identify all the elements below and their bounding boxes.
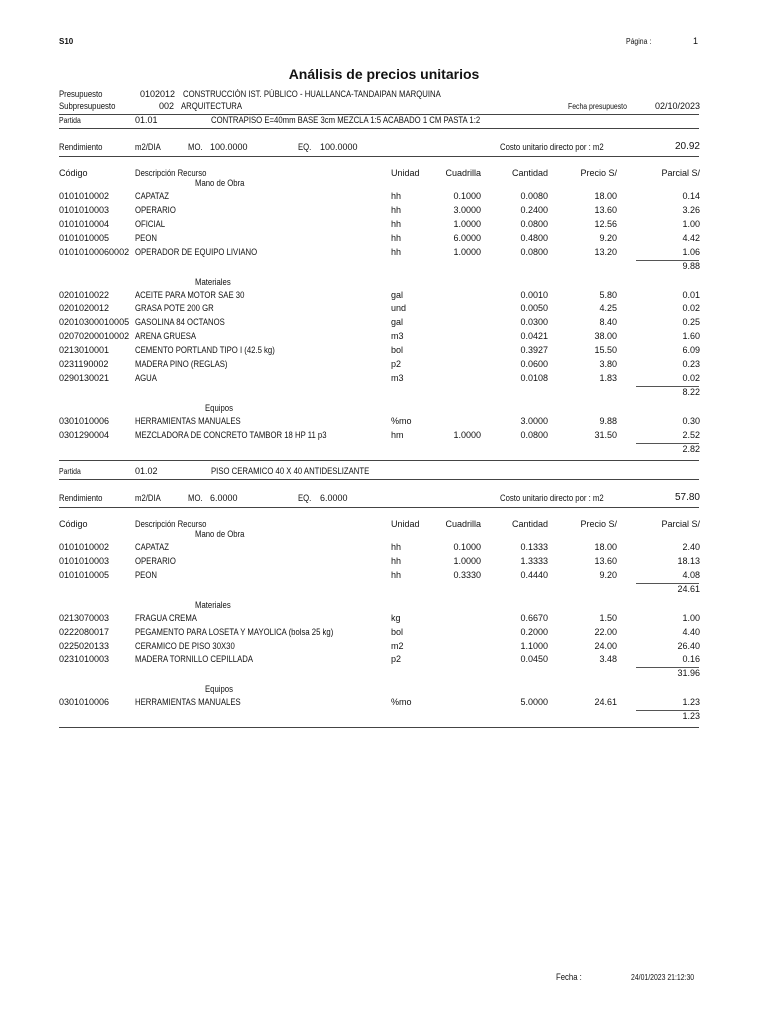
resource-description: MEZCLADORA DE CONCRETO TAMBOR 18 HP 11 p3 — [135, 429, 327, 440]
section-total: 8.22 — [682, 386, 700, 397]
rendimiento-unit: m2/DIA — [135, 493, 161, 503]
resource-precio: 1.50 — [599, 612, 617, 623]
resource-cuadrilla: 1.0000 — [453, 246, 481, 257]
resource-code: 0225020133 — [59, 640, 110, 651]
subpresupuesto-label: Subpresupuesto — [59, 101, 116, 111]
resource-precio: 9.20 — [599, 232, 617, 243]
resource-precio: 31.50 — [594, 429, 617, 440]
partida-label: Partida — [59, 467, 81, 476]
resource-description: OFICIAL — [135, 218, 166, 229]
resource-parcial: 18.13 — [677, 555, 700, 566]
resource-row — [0, 289, 768, 301]
resource-parcial: 0.14 — [682, 191, 700, 201]
resource-description: MADERA PINO (REGLAS) — [135, 359, 228, 369]
resource-precio: 5.80 — [599, 289, 617, 300]
partida-code: 01.02 — [135, 466, 158, 476]
resource-code: 0101010002 — [59, 542, 110, 552]
resource-parcial: 2.52 — [682, 429, 700, 440]
resource-unit: hh — [391, 218, 402, 229]
resource-parcial: 1.60 — [682, 331, 700, 342]
resource-row — [0, 612, 768, 624]
fecha-presupuesto-label: Fecha presupuesto — [568, 102, 627, 111]
resource-description: GRASA POTE 200 GR — [135, 303, 214, 314]
column-header-row — [0, 167, 768, 179]
section-total: 1.23 — [682, 711, 700, 722]
column-header-parcial: Parcial S/ — [661, 519, 700, 529]
subpresupuesto-name: ARQUITECTURA — [181, 101, 243, 111]
resource-row — [0, 204, 768, 216]
resource-cantidad: 1.1000 — [520, 640, 548, 651]
mo-value: 100.0000 — [210, 142, 248, 152]
resource-unit: bol — [391, 345, 404, 356]
resource-description: CEMENTO PORTLAND TIPO I (42.5 kg) — [135, 345, 275, 356]
resource-unit: hh — [391, 204, 402, 215]
resource-unit: m3 — [391, 331, 404, 342]
section-total: 31.96 — [677, 668, 700, 679]
resource-description: PEON — [135, 232, 157, 243]
resource-row — [0, 653, 768, 665]
resource-description: GASOLINA 84 OCTANOS — [135, 317, 225, 328]
resource-unit: %mo — [391, 415, 412, 426]
resource-row — [0, 344, 768, 356]
resource-unit: p2 — [391, 654, 402, 665]
resource-parcial: 2.40 — [682, 542, 700, 552]
resource-precio: 9.20 — [599, 569, 617, 580]
resource-unit: m3 — [391, 372, 404, 383]
resource-cantidad: 0.2000 — [520, 626, 548, 637]
presupuesto-code: 0102012 — [140, 89, 176, 99]
system-label: S10 — [59, 37, 74, 46]
resource-cuadrilla: 1.0000 — [453, 429, 481, 440]
resource-description: HERRAMIENTAS MANUALES — [135, 697, 241, 708]
resource-code: 0101010005 — [59, 232, 110, 243]
page-number: 1 — [692, 36, 698, 46]
resource-description: OPERARIO — [135, 555, 176, 566]
resource-description: ACEITE PARA MOTOR SAE 30 — [135, 289, 245, 300]
resource-parcial: 4.40 — [682, 626, 700, 637]
rendimiento-divider — [59, 156, 699, 157]
resource-description: CERAMICO DE PISO 30X30 — [135, 640, 235, 651]
column-header-precio: Precio S/ — [580, 168, 617, 178]
column-header-cantidad: Cantidad — [511, 519, 548, 529]
resource-row — [0, 415, 768, 427]
resource-parcial: 1.00 — [682, 612, 700, 623]
column-header-unidad: Unidad — [391, 519, 420, 529]
section-title: Mano de Obra — [195, 178, 245, 188]
resource-description: PEON — [135, 569, 157, 580]
resource-unit: gal — [391, 289, 404, 300]
resource-code: 0301290004 — [59, 429, 110, 440]
eq-value: 6.0000 — [320, 493, 348, 503]
presupuesto-name: CONSTRUCCIÓN IST. PÚBLICO - HUALLANCA-TANDAIPAN MARQUINA — [183, 89, 441, 99]
resource-unit: hh — [391, 191, 402, 201]
resource-cantidad: 1.3333 — [520, 555, 548, 566]
resource-code: 02070200010002 — [59, 331, 130, 342]
resource-parcial: 0.16 — [682, 654, 700, 665]
partida-code: 01.01 — [135, 115, 158, 125]
resource-unit: %mo — [391, 697, 412, 708]
resource-unit: p2 — [391, 359, 402, 369]
resource-row — [0, 555, 768, 567]
column-header-unidad: Unidad — [391, 168, 420, 178]
resource-description: PEGAMENTO PARA LOSETA Y MAYOLICA (bolsa 25 kg) — [135, 626, 334, 637]
partida-divider — [59, 128, 699, 129]
resource-row — [0, 569, 768, 581]
resource-cantidad: 0.2400 — [520, 204, 548, 215]
resource-cantidad: 0.0300 — [520, 317, 548, 328]
fecha-presupuesto-value: 02/10/2023 — [654, 101, 700, 111]
resource-cantidad: 3.0000 — [520, 415, 548, 426]
resource-row — [0, 429, 768, 441]
partida-name: CONTRAPISO E=40mm BASE 3cm MEZCLA 1:5 ACABADO 1 CM PASTA 1:2 — [211, 115, 481, 125]
resource-unit: hh — [391, 569, 402, 580]
resource-parcial: 1.06 — [682, 246, 700, 257]
resource-row — [0, 218, 768, 230]
partida-end-divider — [59, 727, 699, 728]
resource-cantidad: 0.0450 — [520, 654, 548, 665]
resource-row — [0, 330, 768, 342]
resource-parcial: 0.02 — [682, 372, 700, 383]
resource-code: 0101010002 — [59, 191, 110, 201]
mo-label: MO. — [188, 493, 203, 503]
resource-unit: hh — [391, 232, 402, 243]
resource-row — [0, 640, 768, 652]
eq-label: EQ. — [298, 142, 312, 152]
resource-cantidad: 0.4440 — [520, 569, 548, 580]
resource-cuadrilla: 6.0000 — [453, 232, 481, 243]
resource-precio: 3.48 — [599, 654, 617, 665]
resource-unit: hh — [391, 542, 402, 552]
section-total: 9.88 — [682, 260, 700, 271]
resource-description: OPERADOR DE EQUIPO LIVIANO — [135, 246, 258, 257]
resource-precio: 9.88 — [599, 415, 617, 426]
resource-unit: hh — [391, 246, 402, 257]
resource-code: 0213070003 — [59, 612, 110, 623]
resource-cantidad: 0.0010 — [520, 289, 548, 300]
mo-label: MO. — [188, 142, 203, 152]
resource-unit: gal — [391, 317, 404, 328]
resource-parcial: 0.01 — [682, 289, 700, 300]
resource-parcial: 4.08 — [682, 569, 700, 580]
column-header-precio: Precio S/ — [580, 519, 617, 529]
resource-code: 0222080017 — [59, 626, 110, 637]
resource-unit: m2 — [391, 640, 404, 651]
section-total: 24.61 — [677, 583, 700, 594]
resource-row — [0, 302, 768, 314]
resource-code: 0201010022 — [59, 289, 110, 300]
eq-label: EQ. — [298, 493, 312, 503]
rendimiento-label: Rendimiento — [59, 493, 103, 503]
resource-parcial: 26.40 — [677, 640, 700, 651]
column-header-codigo: Código — [59, 519, 88, 529]
subpresupuesto-code: 002 — [159, 101, 175, 111]
column-header-cuadrilla: Cuadrilla — [445, 519, 481, 529]
resource-precio: 18.00 — [594, 542, 617, 552]
resource-unit: hh — [391, 555, 402, 566]
resource-row — [0, 316, 768, 328]
resource-description: HERRAMIENTAS MANUALES — [135, 415, 241, 426]
resource-cantidad: 0.1333 — [520, 542, 548, 552]
rendimiento-unit: m2/DIA — [135, 142, 161, 152]
presupuesto-label: Presupuesto — [59, 89, 103, 99]
partida-label: Partida — [59, 116, 81, 125]
resource-cantidad: 0.0600 — [520, 359, 548, 369]
resource-row — [0, 358, 768, 370]
resource-code: 0101010005 — [59, 569, 110, 580]
resource-cantidad: 0.0800 — [520, 429, 548, 440]
resource-precio: 13.20 — [594, 246, 617, 257]
resource-unit: kg — [391, 612, 401, 623]
resource-cantidad: 0.0800 — [520, 246, 548, 257]
resource-precio: 1.83 — [599, 372, 617, 383]
costo-unitario-value: 57.80 — [674, 492, 700, 503]
resource-cantidad: 0.0108 — [520, 372, 548, 383]
resource-code: 02010300010005 — [59, 317, 130, 328]
resource-code: 01010100060002 — [59, 246, 130, 257]
column-header-cuadrilla: Cuadrilla — [445, 168, 481, 178]
resource-cantidad: 0.0080 — [520, 191, 548, 201]
resource-cantidad: 0.0050 — [520, 303, 548, 314]
resource-parcial: 1.23 — [682, 697, 700, 708]
partida-name: PISO CERAMICO 40 X 40 ANTIDESLIZANTE — [211, 466, 370, 476]
resource-row — [0, 541, 768, 553]
resource-unit: hm — [391, 429, 404, 440]
resource-cantidad: 0.0800 — [520, 218, 548, 229]
resource-precio: 8.40 — [599, 317, 617, 328]
eq-value: 100.0000 — [320, 142, 358, 152]
section-title: Equipos — [205, 402, 233, 413]
footer-fecha-label: Fecha : — [556, 972, 582, 982]
resource-code: 0301010006 — [59, 415, 110, 426]
resource-code: 0101010003 — [59, 555, 110, 566]
resource-precio: 13.60 — [594, 204, 617, 215]
resource-precio: 18.00 — [594, 191, 617, 201]
resource-precio: 3.80 — [599, 359, 617, 369]
resource-parcial: 1.00 — [682, 218, 700, 229]
section-title: Mano de Obra — [195, 529, 245, 539]
resource-precio: 22.00 — [594, 626, 617, 637]
resource-precio: 13.60 — [594, 555, 617, 566]
resource-row — [0, 246, 768, 258]
resource-unit: und — [391, 303, 407, 314]
resource-description: OPERARIO — [135, 204, 176, 215]
column-header-cantidad: Cantidad — [511, 168, 548, 178]
resource-parcial: 4.42 — [682, 232, 700, 243]
resource-cuadrilla: 3.0000 — [453, 204, 481, 215]
resource-unit: bol — [391, 626, 404, 637]
resource-code: 0290130021 — [59, 372, 110, 383]
resource-code: 0213010001 — [59, 345, 110, 356]
resource-parcial: 0.23 — [682, 359, 700, 369]
resource-parcial: 0.02 — [682, 303, 700, 314]
column-header-descripcion: Descripción Recurso — [135, 519, 207, 529]
resource-cuadrilla: 1.0000 — [453, 218, 481, 229]
resource-description: CAPATAZ — [135, 542, 169, 552]
resource-precio: 12.56 — [594, 218, 617, 229]
column-header-parcial: Parcial S/ — [661, 168, 700, 178]
resource-code: 0101010004 — [59, 218, 110, 229]
column-header-codigo: Código — [59, 168, 88, 178]
costo-unitario-label: Costo unitario directo por : m2 — [500, 493, 604, 503]
mo-value: 6.0000 — [210, 493, 238, 503]
resource-parcial: 0.30 — [682, 415, 700, 426]
resource-cantidad: 0.0421 — [520, 331, 548, 342]
resource-description: FRAGUA CREMA — [135, 612, 197, 623]
resource-cuadrilla: 0.3330 — [453, 569, 481, 580]
resource-parcial: 3.26 — [682, 204, 700, 215]
resource-parcial: 0.25 — [682, 317, 700, 328]
section-title: Materiales — [195, 276, 231, 287]
resource-row — [0, 626, 768, 638]
costo-unitario-label: Costo unitario directo por : m2 — [500, 142, 604, 152]
resource-row — [0, 190, 768, 202]
resource-cantidad: 5.0000 — [520, 697, 548, 708]
resource-row — [0, 696, 768, 708]
rendimiento-divider — [59, 507, 699, 508]
page-title: Análisis de precios unitarios — [288, 66, 480, 82]
resource-precio: 24.00 — [594, 640, 617, 651]
resource-precio: 4.25 — [599, 303, 617, 314]
resource-code: 0101010003 — [59, 204, 110, 215]
resource-cuadrilla: 0.1000 — [453, 542, 481, 552]
resource-code: 0301010006 — [59, 697, 110, 708]
section-total: 2.82 — [682, 443, 700, 454]
resource-row — [0, 232, 768, 244]
resource-cuadrilla: 1.0000 — [453, 555, 481, 566]
resource-description: AGUA — [135, 372, 157, 383]
resource-description: CAPATAZ — [135, 191, 169, 201]
resource-row — [0, 372, 768, 384]
resource-code: 0231010003 — [59, 654, 110, 665]
resource-cantidad: 0.6670 — [520, 612, 548, 623]
resource-description: ARENA GRUESA — [135, 331, 197, 342]
resource-precio: 15.50 — [594, 345, 617, 356]
resource-code: 0231190002 — [59, 359, 109, 369]
costo-unitario-value: 20.92 — [674, 141, 700, 152]
section-title: Equipos — [205, 684, 233, 695]
resource-cantidad: 0.3927 — [520, 345, 548, 356]
section-title: Materiales — [195, 599, 231, 610]
partida-divider — [59, 479, 699, 480]
resource-cuadrilla: 0.1000 — [453, 191, 481, 201]
resource-precio: 38.00 — [594, 331, 617, 342]
resource-parcial: 6.09 — [682, 345, 700, 356]
column-header-row — [0, 518, 768, 530]
partida-end-divider — [59, 460, 699, 461]
resource-precio: 24.61 — [594, 697, 617, 708]
resource-description: MADERA TORNILLO CEPILLADA — [135, 654, 254, 665]
rendimiento-label: Rendimiento — [59, 142, 103, 152]
resource-code: 0201020012 — [59, 303, 110, 314]
footer-fecha-value: 24/01/2023 21:12:30 — [631, 973, 695, 982]
resource-cantidad: 0.4800 — [520, 232, 548, 243]
column-header-descripcion: Descripción Recurso — [135, 168, 207, 178]
page-label: Página : — [626, 37, 652, 46]
